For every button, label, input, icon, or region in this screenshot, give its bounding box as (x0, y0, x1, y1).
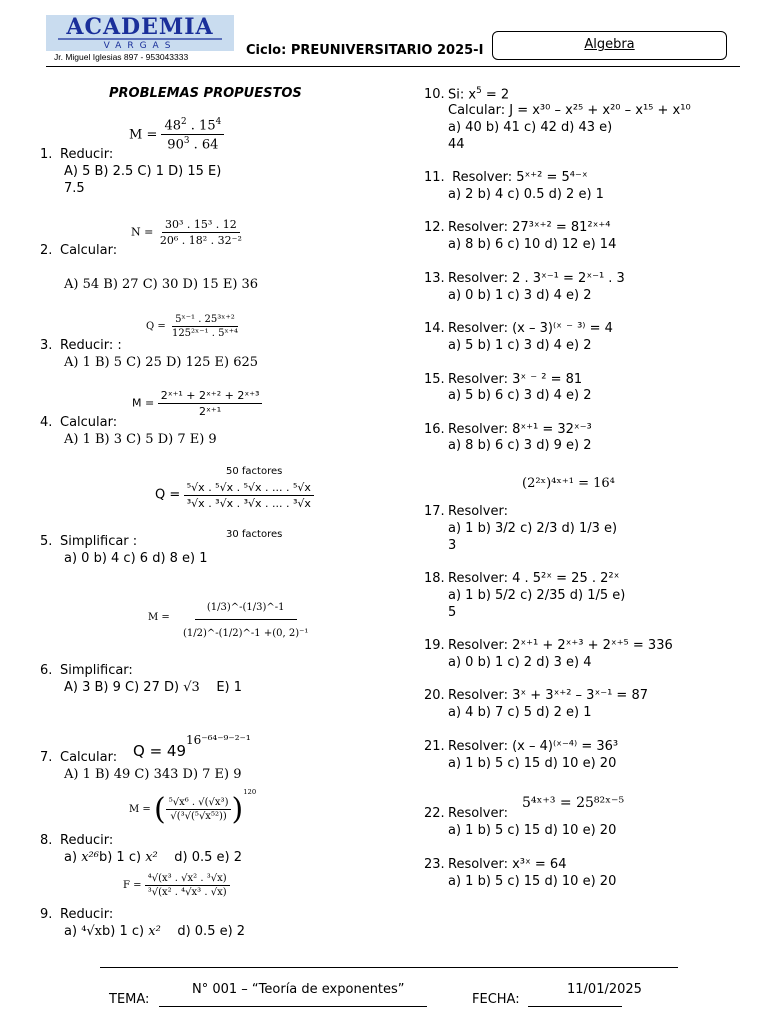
problem-7-options: A) 1 B) 49 C) 343 D) 7 E) 9 (64, 767, 242, 782)
tema-value: N° 001 – “Teoría de exponentes” (192, 982, 405, 997)
formula-3: Q = $\frac{\text{5ˣ⁻¹ . 25³ˣ⁺²}}{\text{125²ˣ⁻¹ . 5ˣ⁺⁴}}$ (146, 314, 238, 339)
problem-3-options: A) 1 B) 5 C) 25 D) 125 E) 625 (64, 355, 259, 370)
problem-12: 12. Resolver: 27³ˣ⁺² = 81²ˣ⁺⁴ (424, 220, 611, 235)
formula-8: M = ( $\frac{\text{⁵√x⁶ . √(√x³)}}{\text{√(³√(⁵√x⁵²))}}$ )$^{120}$ (129, 787, 257, 827)
problem-18: 18. Resolver: 4 . 5²ˣ = 25 . 2²ˣ (424, 571, 620, 586)
problem-17-options: a) 1 b) 3/2 c) 2/3 d) 1/3 e) (448, 521, 618, 536)
problem-9: 9. Reducir: (40, 907, 114, 922)
svg-text:ACADEMIA: ACADEMIA (66, 15, 214, 40)
problem-20-options: a) 4 b) 7 c) 5 d) 2 e) 1 (448, 705, 592, 720)
formula-5-top-label: 50 factores (226, 466, 283, 477)
svg-text:VARGAS: VARGAS (103, 41, 177, 51)
problem-4: 4. Calcular: (40, 415, 118, 430)
problem-2: 2. Calcular: (40, 243, 118, 258)
academia-logo (46, 15, 234, 51)
problem-7: 7. Calcular: (40, 750, 118, 765)
problem-1: 1. Reducir: (40, 147, 114, 162)
academy-address: Jr. Miguel Iglesias 897 - 953043333 (54, 52, 189, 62)
formula-6: M = $\frac{(1/3)\^{}-(1/3)\^{}-1}{\text{(1/2)\textasciicircum{}-(1/2)\textasciicircum{}-1 +(0, 2)⁻¹}}$ (148, 596, 318, 639)
page-title: PROBLEMAS PROPUESTOS (109, 86, 302, 101)
problem-4-options: A) 1 B) 3 C) 5 D) 7 E) 9 (64, 432, 217, 447)
problem-13: 13. Resolver: 2 . 3ˣ⁻¹ = 2ˣ⁻¹ . 3 (424, 271, 625, 286)
problem-5-options: a) 0 b) 4 c) 6 d) 8 e) 1 (64, 551, 208, 566)
problem-15: 15. Resolver: 3ˣ ⁻ ² = 81 (424, 372, 583, 387)
formula-1-lhs: M = (129, 127, 158, 143)
formula-4: M = $\frac{\text{2ˣ⁺¹ + 2ˣ⁺² + 2ˣ⁺³}}{\text{2ˣ⁺¹}}$ (132, 389, 262, 418)
problem-22: 22. Resolver: (424, 806, 508, 821)
formula-2: N = $\frac{\text{30³ . 15³ . 12}}{\text{20⁶ . 18² . 32⁻²}}$ (131, 218, 242, 247)
problem-23-options: a) 1 b) 5 c) 15 d) 10 e) 20 (448, 874, 617, 889)
problem-21: 21. Resolver: (x – 4)⁽ˣ⁻⁴⁾ = 36³ (424, 739, 619, 754)
problem-11: 11. Resolver: 5ˣ⁺² = 5⁴⁻ˣ (424, 170, 588, 185)
problem-8: 8. Reducir: (40, 833, 114, 848)
problem-12-options: a) 8 b) 6 c) 10 d) 12 e) 14 (448, 237, 617, 252)
problem-10: 10. Si: $x^5 = 2$ (424, 86, 510, 103)
header-divider (46, 66, 740, 67)
problem-10-options: a) 40 b) 41 c) 42 d) 43 e) (448, 120, 613, 135)
formula-5: Q = $\frac{\text{⁵√x . ⁵√x . ⁵√x . ... . ⁵√x}}{\text{³√x . ³√x . ³√x . ... . ³√x}}$ (155, 481, 314, 510)
problem-2-options: A) 54 B) 27 C) 30 D) 15 E) 36 (64, 277, 259, 292)
subject-label: Algebra (584, 37, 635, 52)
problem-10-statement: Calcular: J = x³⁰ – x²⁵ + x²⁰ – x¹⁵ + x¹⁰ (448, 103, 691, 118)
formula-9: F = $\frac{\text{⁴√(x³ . √x² . ³√x)}}{\text{³√(x² . ⁴√x³ . √x)}}$ (123, 873, 230, 898)
problem-17-options-cont: 3 (448, 538, 457, 553)
fecha-label: FECHA: (472, 992, 520, 1007)
problem-18-options: a) 1 b) 5/2 c) 2/35 d) 1/5 e) (448, 588, 626, 603)
problem-23: 23. Resolver: x³ˣ = 64 (424, 857, 567, 872)
footer-divider (100, 967, 678, 968)
formula-17: (2²ˣ)⁴ˣ⁺¹ = 16⁴ (522, 476, 615, 491)
problem-15-options: a) 5 b) 6 c) 3 d) 4 e) 2 (448, 388, 592, 403)
problem-16: 16. Resolver: 8ˣ⁺¹ = 32ˣ⁻³ (424, 422, 592, 437)
problem-14-options: a) 5 b) 1 c) 3 d) 4 e) 2 (448, 338, 592, 353)
problem-20: 20. Resolver: 3ˣ + 3ˣ⁺² – 3ˣ⁻¹ = 87 (424, 688, 648, 703)
tema-underline (159, 1006, 427, 1007)
cycle-label: Ciclo: PREUNIVERSITARIO 2025-I (246, 43, 484, 58)
formula-1: M = $\frac{48^2 . 15^4}{90^3 . 64}$ (129, 117, 224, 153)
problem-1-options-cont: 7.5 (64, 181, 85, 196)
problem-3: 3. Reducir: : (40, 338, 122, 353)
tema-label: TEMA: (109, 992, 150, 1007)
problem-21-options: a) 1 b) 5 c) 15 d) 10 e) 20 (448, 756, 617, 771)
problem-5: 5. Simplificar : (40, 534, 138, 549)
problem-6-options: A) 3 B) 9 C) 27 D) √3 E) 1 (64, 680, 243, 695)
problem-6: 6. Simplificar: (40, 663, 133, 678)
problem-19-options: a) 0 b) 1 c) 2 d) 3 e) 4 (448, 655, 592, 670)
problem-22-options: a) 1 b) 5 c) 15 d) 10 e) 20 (448, 823, 617, 838)
problem-16-options: a) 8 b) 6 c) 3 d) 9 e) 2 (448, 438, 592, 453)
problem-19: 19. Resolver: 2ˣ⁺¹ + 2ˣ⁺³ + 2ˣ⁺⁵ = 336 (424, 638, 673, 653)
subject-box (492, 31, 727, 60)
fecha-value: 11/01/2025 (567, 982, 642, 997)
problem-11-options: a) 2 b) 4 c) 0.5 d) 2 e) 1 (448, 187, 604, 202)
problem-18-options-cont: 5 (448, 605, 457, 620)
problem-10-options-cont: 44 (448, 137, 465, 152)
problem-17: 17. Resolver: (424, 504, 508, 519)
fecha-underline (528, 1006, 622, 1007)
problem-8-options: a) x²⁶b) 1 c) x² d) 0.5 e) 2 (64, 850, 243, 865)
problem-13-options: a) 0 b) 1 c) 3 d) 4 e) 2 (448, 288, 592, 303)
problem-1-options: A) 5 B) 2.5 C) 1 D) 15 E) (64, 164, 222, 179)
formula-22: 5⁴ˣ⁺³ = 25⁸²ˣ⁻⁵ (522, 795, 625, 811)
problem-9-options: a) ⁴√xb) 1 c) x² d) 0.5 e) 2 (64, 924, 246, 939)
formula-5-bottom-label: 30 factores (226, 529, 283, 540)
formula-7: $Q = 49^{16^{-64-9-2-1}}$ (133, 733, 251, 760)
problem-14: 14. Resolver: (x – 3)⁽ˣ ⁻ ³⁾ = 4 (424, 321, 613, 336)
